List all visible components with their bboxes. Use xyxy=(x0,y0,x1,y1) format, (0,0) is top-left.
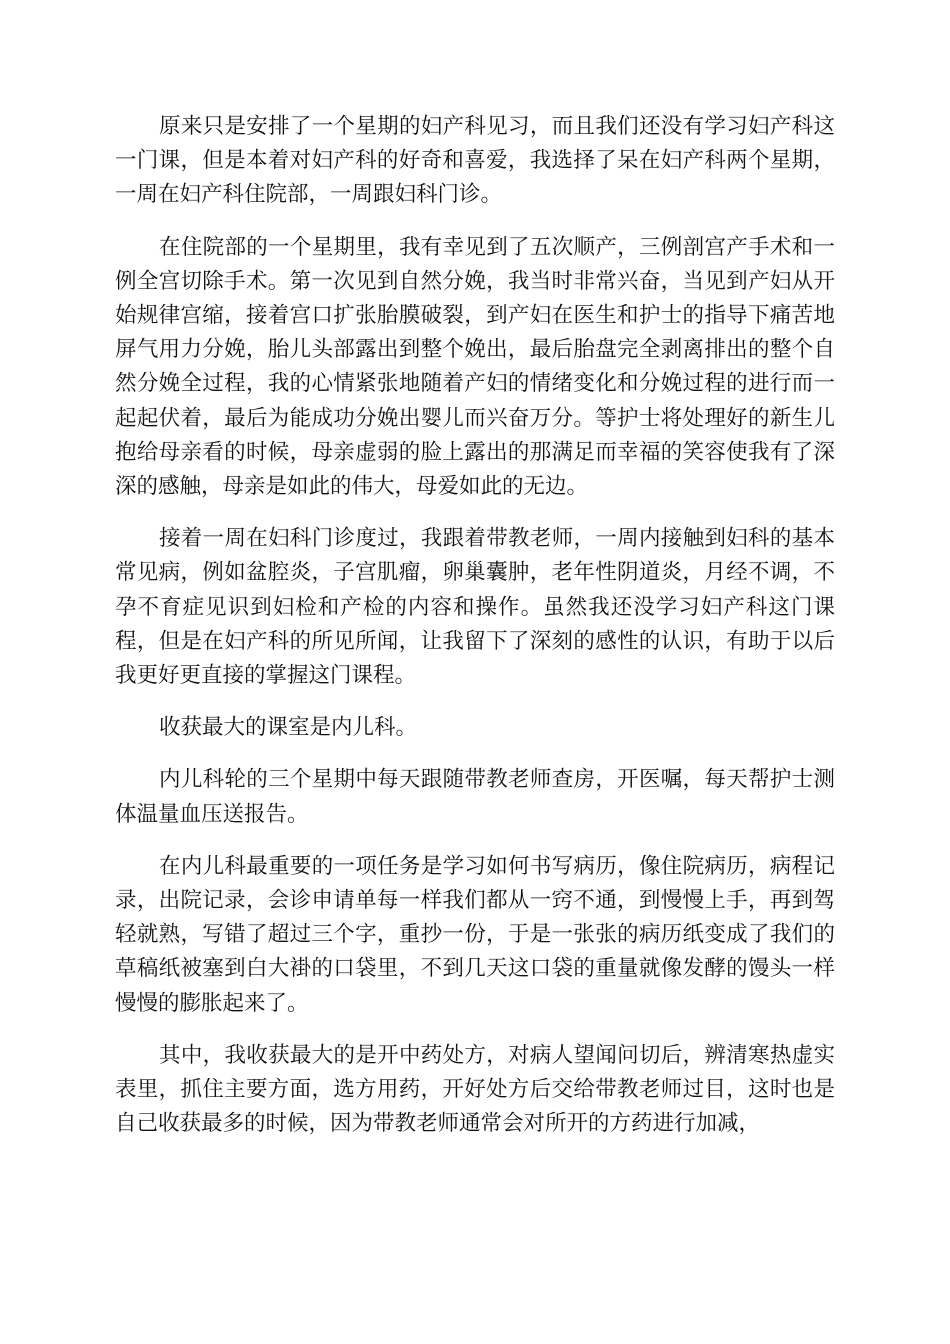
paragraph-2: 在住院部的一个星期里，我有幸见到了五次顺产，三例剖宫产手术和一例全宫切除手术。第一次见到自然分娩，我当时非常兴奋，当见到产妇从开始规律宫缩，接着宫口扩张胎膜破裂，到产妇在医生和护士的指导下痛苦地屏气用力分娩，胎儿头部露出到整个娩出，最后胎盘完全剥离排出的整个自然分娩全过程，我的心情紧张地随着产妇的情绪变化和分娩过程的进行而一起起伏着，最后为能成功分娩出婴儿而兴奋万分。等护士将处理好的新生儿抱给母亲看的时候，母亲虚弱的脸上露出的那满足而幸福的笑容使我有了深深的感触，母亲是如此的伟大，母爱如此的无边。 xyxy=(115,234,835,500)
paragraph-6: 在内儿科最重要的一项任务是学习如何书写病历，像住院病历，病程记录，出院记录，会诊申请单每一样我们都从一窍不通，到慢慢上手，再到驾轻就熟，写错了超过三个字，重抄一份，于是一张张的病历纸变成了我们的草稿纸被塞到白大褂的口袋里，不到几天这口袋的重量就像发酵的馒头一样慢慢的膨胀起来了。 xyxy=(115,853,835,1016)
paragraph-1: 原来只是安排了一个星期的妇产科见习，而且我们还没有学习妇产科这一门课，但是本着对妇产科的好奇和喜爱，我选择了呆在妇产科两个星期，一周在妇产科住院部，一周跟妇科门诊。 xyxy=(115,114,835,208)
paragraph-5: 内儿科轮的三个星期中每天跟随带教老师查房，开医嘱，每天帮护士测体温量血压送报告。 xyxy=(115,767,835,827)
document-page xyxy=(115,110,835,1159)
paragraph-7: 其中，我收获最大的是开中药处方，对病人望闻问切后，辨清寒热虚实表里，抓住主要方面，选方用药，开好处方后交给带教老师过目，这时也是自己收获最多的时候，因为带教老师通常会对所开的方药进行加减， xyxy=(115,1042,835,1137)
paragraph-3: 接着一周在妇科门诊度过，我跟着带教老师，一周内接触到妇科的基本常见病，例如盆腔炎，子宫肌瘤，卵巢囊肿，老年性阴道炎，月经不调，不孕不育症见识到妇检和产检的内容和操作。虽然我还没学习妇产科这门课程，但是在妇产科的所见所闻，让我留下了深刻的感性的认识，有助于以后我更好更直接的掌握这门课程。 xyxy=(115,526,835,689)
paragraph-4: 收获最大的课室是内儿科。 xyxy=(159,715,418,741)
